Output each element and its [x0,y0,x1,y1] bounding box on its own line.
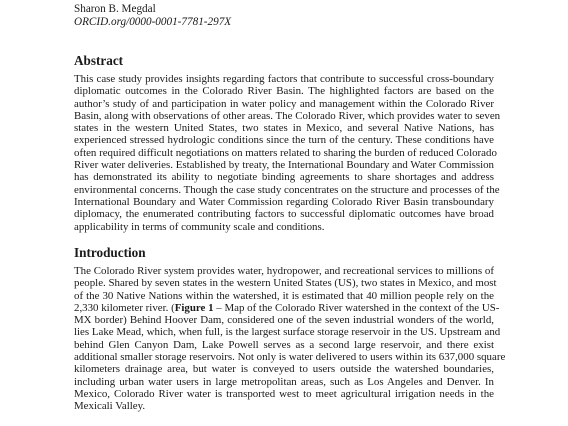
abstract-line: diplomacy, the enumerated contributing factors to successful diplomatic outcomes have broad [74,208,494,221]
abstract-line: environmental concerns. Though the case study concentrates on the structure and processes of the [74,183,500,196]
introduction-paragraph [74,265,506,413]
abstract-line: This case study provides insights regarding factors that contribute to successful cross-boundary [74,73,494,85]
abstract-paragraph [74,73,501,233]
figure-reference: Figure 1 [174,301,214,314]
introduction-line: kilometers drainage area, but water is conveyed to users outside the watershed boundaries, [74,363,494,376]
introduction-line: people. Shared by seven states in the western United States (US), two states in Mexico, and most [74,277,497,290]
abstract-line: applicability in terms of community scale and conditions. [74,220,325,233]
introduction-heading: Introduction [74,245,146,260]
introduction-line: behind Glen Canyon Dam, Lake Powell serves as a second large reservoir, and there exist [74,338,494,351]
introduction-line: MX border) Behind Hoover Dam, considered one of the seven industrial wonders of the world, [74,314,494,327]
abstract-line: diplomatic outcomes in the Colorado River Basin. The highlighted factors are based on the [74,85,494,98]
introduction-line: The Colorado River system provides water, hydropower, and recreational services to millions of [74,265,494,277]
figure-caption-text: – Map of the Colorado River watershed in the context of the US- [213,301,500,314]
introduction-line: additional smaller storage reservoirs. Not only is water delivered to users within its 637,000 square [74,351,506,364]
author-name: Sharon B. Megdal [74,3,156,15]
abstract-line: states in the western United States, two states in Mexico, and several Native Nations, has [74,122,494,135]
abstract-heading: Abstract [74,53,124,68]
abstract-line: author’s study of and participation in water policy and management within the Colorado River [74,97,494,110]
abstract-line: River water deliveries. Established by treaty, the International Boundary and Water Commission [74,159,494,172]
abstract-line: experienced stressed hydrologic conditions since the turn of the century. These conditions have [74,134,494,147]
abstract-line: often required difficult negotiations on matters related to sharing the burden of reduced Colorado [74,146,497,159]
abstract-line: has demonstrated its ability to negotiate binding agreements to share shortages and address [74,171,494,184]
introduction-line: Mexico, Colorado River water is transported west to meet agricultural irrigation needs in the [74,387,494,400]
introduction-line-figure-ref: 2,330 kilometer river. (Figure 1 – Map of the Colorado River watershed in the context of the US- [74,301,500,314]
abstract-line: International Boundary and Water Commission regarding Colorado River Basin transboundary [74,195,494,208]
introduction-line: lies Lake Mead, which, when full, is the largest surface storage reservoir in the US. Upstream and [74,326,501,339]
introduction-line: including urban water users in large metropolitan areas, such as Los Angeles and Denver. In [74,375,494,388]
introduction-text: 2,330 kilometer river. [74,301,169,314]
author-orcid: ORCID.org/0000-0001-7781-297X [74,16,232,28]
abstract-line: Basin, along with observations of other areas. The Colorado River, which provides water to seven [74,109,501,122]
introduction-line: Mexicali Valley. [74,400,146,413]
introduction-line: of the 30 Native Nations within the watershed, it is estimated that 40 million people rely on the [74,289,494,302]
